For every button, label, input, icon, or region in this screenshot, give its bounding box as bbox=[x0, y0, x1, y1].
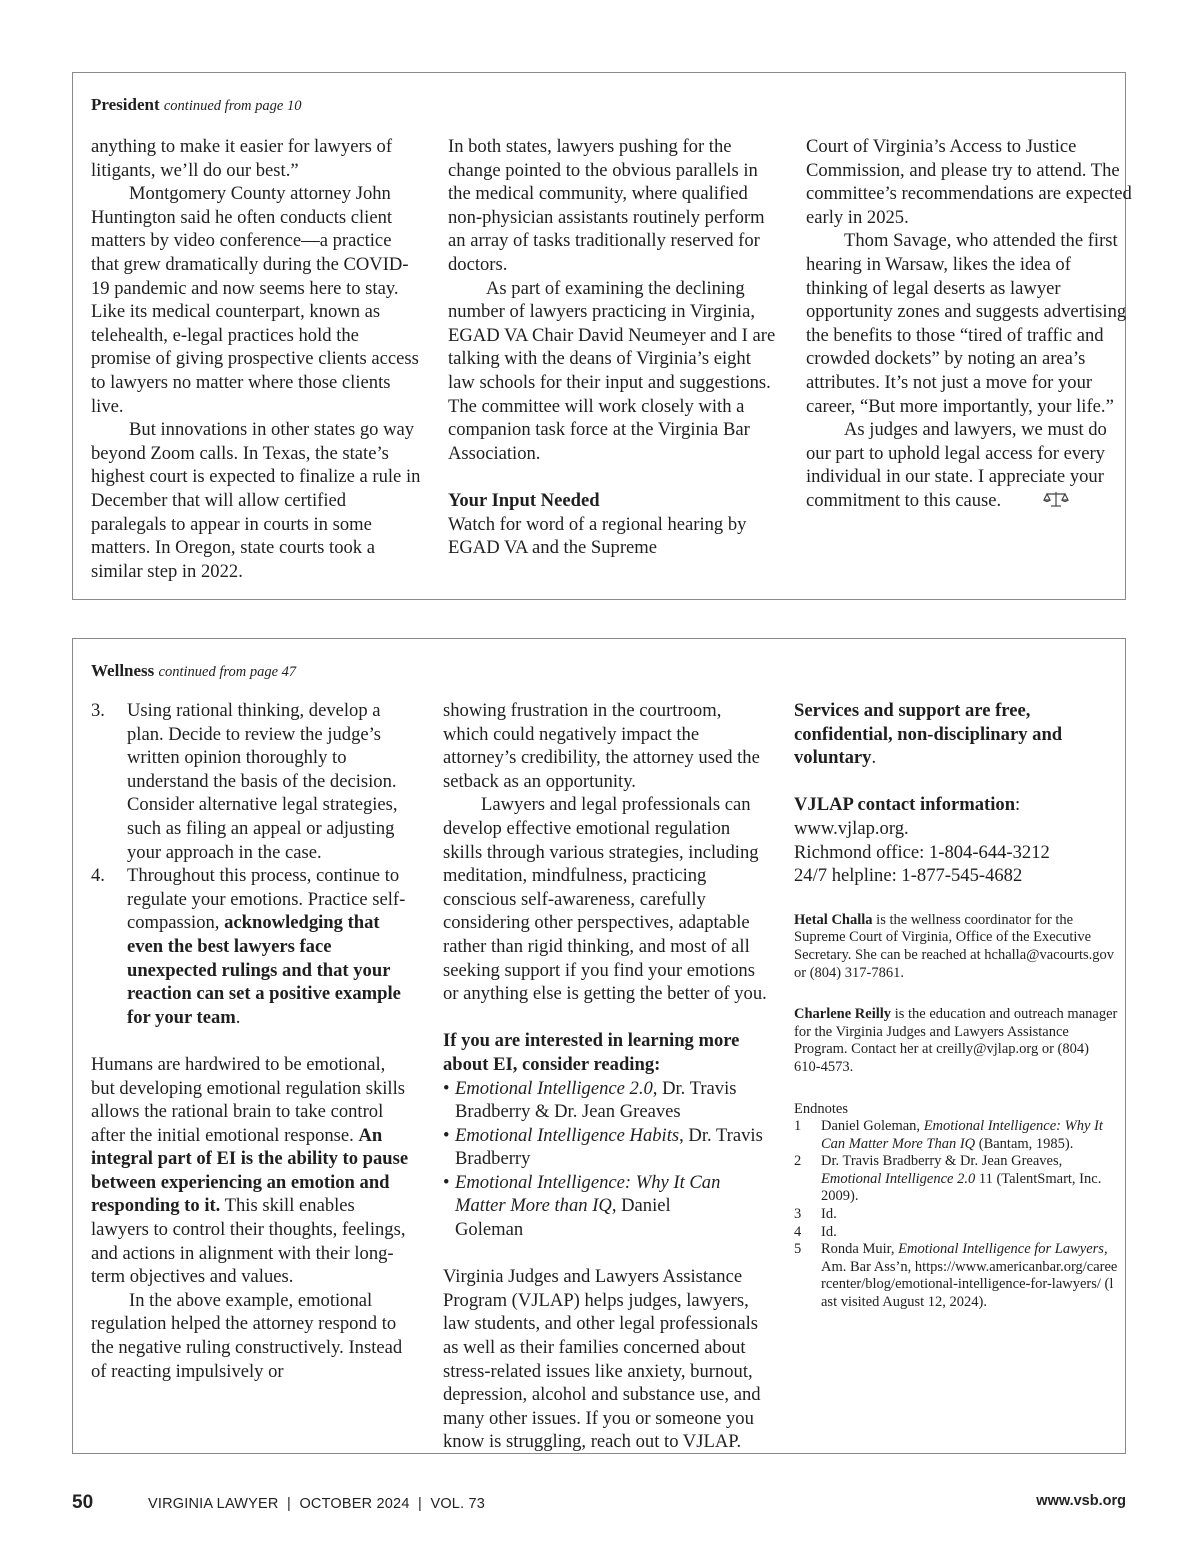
endnotes-heading: Endnotes bbox=[794, 1100, 848, 1117]
wellness-column-3 bbox=[794, 699, 1119, 1312]
book-author: , Daniel Goleman bbox=[455, 1195, 671, 1241]
list-text: Using rational thinking, develop a plan. Decide to review the judge’s written opinion thoroughly to understand the basis of the decision. Consider alternative legal strategies, such as filing an appeal or adjusting your approach in the case. bbox=[127, 700, 398, 863]
bullet: • bbox=[443, 1077, 450, 1099]
author-name: Charlene Reilly bbox=[794, 1006, 892, 1023]
endnote-text: Id. bbox=[821, 1223, 837, 1240]
paragraph: Watch for word of a regional hearing by EGAD VA and the Supreme bbox=[448, 513, 747, 559]
contact-richmond-office: Richmond office: 1-804-644-3212 bbox=[794, 841, 1050, 863]
punctuation: . bbox=[871, 747, 877, 769]
wellness-heading bbox=[91, 661, 296, 682]
president-continuation-box bbox=[72, 72, 1132, 600]
contact-website: www.vjlap.org. bbox=[794, 817, 909, 839]
wellness-column-1 bbox=[91, 699, 411, 1383]
president-column-2 bbox=[448, 135, 778, 560]
president-continued-note: continued from page 10 bbox=[163, 98, 302, 114]
endnote bbox=[794, 1224, 1119, 1242]
endnote-number: 4 bbox=[794, 1223, 802, 1240]
author-bio-challa bbox=[794, 912, 1119, 982]
paragraph: Court of Virginia’s Access to Justice Commission, and please try to attend. The committee’s recommendations are expected early in 2025. bbox=[806, 136, 1132, 228]
wellness-continuation-box bbox=[72, 638, 1126, 1454]
president-title: President bbox=[91, 95, 160, 114]
list-item bbox=[91, 864, 411, 1029]
list-item bbox=[91, 699, 411, 864]
book-title: Emotional Intelligence: Why It Can Matter More than IQ bbox=[455, 1171, 721, 1217]
page-number: 50 bbox=[72, 1492, 94, 1513]
book-title: Emotional Intelligence 2.0 bbox=[455, 1077, 653, 1099]
book-list-item bbox=[443, 1124, 768, 1171]
paragraph: Virginia Judges and Lawyers Assistance Program (VJLAP) helps judges, lawyers, law students, and other legal professionals as well as their families concerned about stress-related issues like anxiety, burnout, depression, alcohol and substance use, and many other issues. If you or someone you know is struggling, reach out to VJLAP. bbox=[443, 1266, 761, 1453]
president-column-3 bbox=[806, 135, 1132, 515]
endnote-text: Daniel Goleman, bbox=[821, 1118, 924, 1135]
contact-helpline: 24/7 helpline: 1-877-545-4682 bbox=[794, 865, 1023, 887]
author-name: Hetal Challa bbox=[794, 911, 873, 928]
wellness-column-2 bbox=[443, 699, 768, 1454]
punctuation: : bbox=[1015, 794, 1021, 816]
paragraph bbox=[91, 1053, 411, 1289]
bullet: • bbox=[443, 1171, 450, 1193]
contact-heading bbox=[794, 793, 1119, 817]
closing-text: As judges and lawyers, we must do our part to uphold legal access for every individual in our state. I appreciate your commitment to this cause. bbox=[806, 419, 1107, 511]
paragraph: As part of examining the declining number of lawyers practicing in Virginia, EGAD VA Chair David Neumeyer and I are talking with the deans of Virginia’s eight law schools for their input and suggestions. The committee will work closely with a companion task force at the Virginia Bar Association. bbox=[448, 277, 776, 464]
support-bold-text: Services and support are free, confidential, non-disciplinary and voluntary bbox=[794, 700, 1063, 769]
text: This skill enables lawyers to control their thoughts, feelings, and actions in alignment with their long-term objectives and values. bbox=[91, 1195, 406, 1288]
subheading-text: Your Input Needed bbox=[448, 489, 600, 511]
punctuation: . bbox=[235, 1006, 241, 1028]
paragraph: Thom Savage, who attended the first hearing in Warsaw, likes the idea of thinking of legal deserts as lawyer opportunity zones and suggests advertising the benefits to those “tired of traffic and crowded dockets” by noting an area’s attributes. It’s not just a move for your career, “But more importantly, your life.” bbox=[806, 230, 1127, 417]
endnote-text: Dr. Travis Bradberry & Dr. Jean Greaves, bbox=[821, 1153, 1063, 1170]
book-list-item bbox=[443, 1077, 768, 1124]
endnote-text: Id. bbox=[821, 1206, 837, 1223]
endnote-text: Ronda Muir, bbox=[821, 1241, 899, 1258]
endnote-number: 1 bbox=[794, 1118, 802, 1135]
support-statement bbox=[794, 699, 1119, 770]
list-number: 3. bbox=[91, 700, 105, 721]
endnote-text: (Bantam, 1985). bbox=[975, 1135, 1074, 1152]
reading-heading-text: If you are interested in learning more about EI, consider reading: bbox=[443, 1030, 740, 1075]
paragraph: showing frustration in the courtroom, which could negatively impact the attorney’s credibility, the attorney used the setback as an opportunity. bbox=[443, 700, 760, 792]
endnote-number: 2 bbox=[794, 1153, 802, 1170]
footer-website: www.vsb.org bbox=[1036, 1493, 1126, 1509]
author-bio-reilly bbox=[794, 1006, 1119, 1076]
president-column-1 bbox=[91, 135, 421, 583]
contact-heading-text: VJLAP contact information bbox=[794, 794, 1016, 816]
president-heading bbox=[91, 95, 301, 116]
magazine-issue: VIRGINIA LAWYER | OCTOBER 2024 | VOL. 73 bbox=[148, 1496, 486, 1512]
endnote-number: 5 bbox=[794, 1241, 802, 1258]
wellness-title: Wellness bbox=[91, 661, 155, 680]
endnote-text: , Am. Bar Ass’n, https://www.americanbar.org/careercenter/blog/emotional-intelligence-for-lawyers/ (last visited August 12, 2024). bbox=[821, 1241, 1118, 1311]
endnote-title: Emotional Intelligence for Lawyers bbox=[898, 1241, 1104, 1258]
book-author: , Dr. Travis Bradberry & Dr. Jean Greaves bbox=[455, 1077, 737, 1123]
paragraph: But innovations in other states go way beyond Zoom calls. In Texas, the state’s highest court is expected to finalize a rule in December that will allow certified paralegals to appear in courts in some matters. In Oregon, state courts took a similar step in 2022. bbox=[91, 419, 421, 582]
endnote-title: Emotional Intelligence 2.0 bbox=[821, 1170, 976, 1187]
scales-of-justice-icon bbox=[1005, 490, 1069, 515]
wellness-continued-note: continued from page 47 bbox=[158, 664, 297, 680]
list-number: 4. bbox=[91, 865, 105, 887]
book-author: , Dr. Travis Bradberry bbox=[455, 1124, 763, 1170]
endnote bbox=[794, 1153, 1119, 1206]
endnote-number: 3 bbox=[794, 1206, 802, 1223]
subheading bbox=[448, 489, 778, 513]
paragraph: In both states, lawyers pushing for the change pointed to the obvious parallels in the medical community, where qualified non-physician assistants routinely perform an array of tasks traditionally reserved for doctors. bbox=[448, 136, 765, 275]
book-title: Emotional Intelligence Habits bbox=[455, 1124, 680, 1146]
paragraph: Lawyers and legal professionals can develop effective emotional regulation skills through various strategies, including meditation, mindfulness, practicing conscious self-awareness, carefully considering other perspectives, adaptable rather than rigid thinking, and most of all seeking support if you find your emotions or anything else is getting the better of you. bbox=[443, 794, 767, 1005]
bold-text: An integral part of EI is the ability to pause between experiencing an emotion and responding to it. bbox=[91, 1124, 409, 1217]
endnote bbox=[794, 1206, 1119, 1224]
list-text: Throughout this process, continue to regulate your emotions. Practice self-compassion, bbox=[127, 865, 406, 934]
endnote bbox=[794, 1241, 1119, 1311]
author-bio-text: is the education and outreach manager for the Virginia Judges and Lawyers Assistance Program. Contact her at creilly@vjlap.org or (804) 610-4573. bbox=[794, 1006, 1118, 1075]
paragraph: anything to make it easier for lawyers of litigants, we’ll do our best.” bbox=[91, 136, 393, 181]
bullet: • bbox=[443, 1124, 450, 1146]
book-list-item bbox=[443, 1171, 768, 1242]
author-bio-text: is the wellness coordinator for the Supreme Court of Virginia, Office of the Executive Secretary. She can be reached at hchalla@vacourts.gov or (804) 317-7861. bbox=[794, 911, 1114, 981]
paragraph: Montgomery County attorney John Huntington said he often conducts client matters by video conference—a practice that grew dramatically during the COVID-19 pandemic and now seems here to stay. Like its medical counterpart, known as telehealth, e-legal practices hold the promise of giving prospective clients access to lawyers no matter where those clients live. bbox=[91, 183, 419, 417]
paragraph: In the above example, emotional regulation helped the attorney respond to the negative ruling constructively. Instead of reacting impulsively or bbox=[91, 1289, 403, 1382]
endnote bbox=[794, 1118, 1119, 1153]
endnote-title: Emotional Intelligence: Why It Can Matter More Than IQ bbox=[821, 1118, 1103, 1152]
reading-heading bbox=[443, 1029, 768, 1076]
paragraph bbox=[806, 418, 1132, 514]
endnote-text: 11 (TalentSmart, Inc. 2009). bbox=[821, 1170, 1102, 1205]
text: Humans are hardwired to be emotional, but developing emotional regulation skills allows the rational brain to take control after the initial emotional response. bbox=[91, 1053, 405, 1146]
list-bold-text: acknowledging that even the best lawyers face unexpected rulings and that your reaction can set a positive example for your team bbox=[127, 912, 401, 1028]
